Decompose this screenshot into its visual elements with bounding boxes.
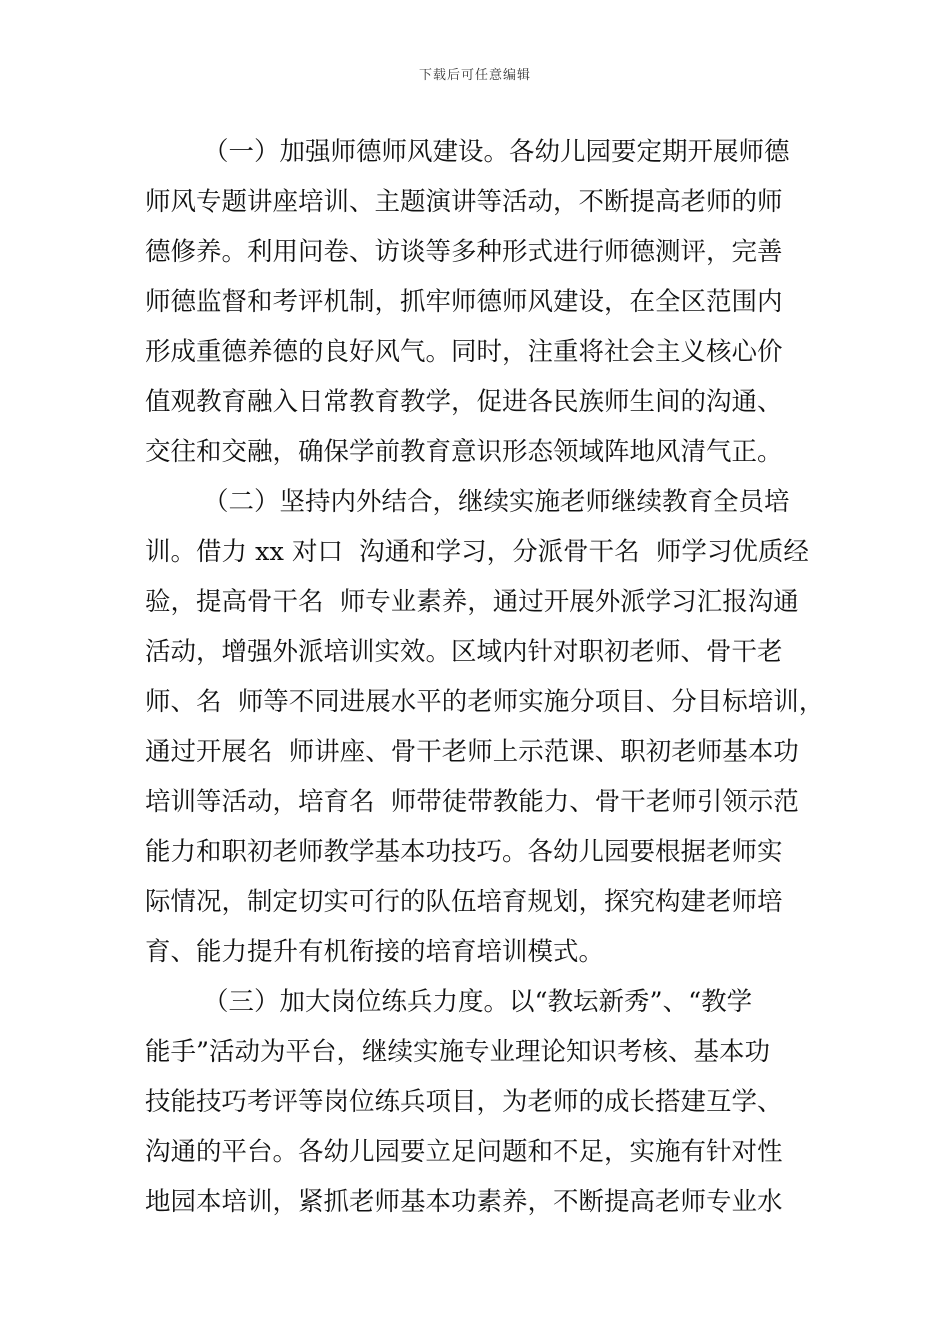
text-line: 活动，增强外派培训实效。区域内针对职初老师、骨干老 bbox=[145, 637, 783, 667]
text-line: 验，提高骨干名 师专业素养，通过开展外派学习汇报沟通 bbox=[145, 587, 799, 617]
paragraph bbox=[145, 977, 825, 1227]
document-body bbox=[145, 127, 825, 1227]
text-line: （二）坚持内外结合，继续实施老师继续教育全员培 bbox=[203, 487, 790, 517]
text-line: （一）加强师德师风建设。各幼儿园要定期开展师德 bbox=[203, 137, 790, 167]
text-line: 形成重德养德的良好风气。同时，注重将社会主义核心价 bbox=[145, 337, 783, 367]
text-line: 通过开展名 师讲座、骨干老师上示范课、职初老师基本功 bbox=[145, 737, 799, 767]
text-line: 能力和职初老师教学基本功技巧。各幼儿园要根据老师实 bbox=[145, 837, 783, 867]
text-line: 沟通的平台。各幼儿园要立足问题和不足，实施有针对性 bbox=[145, 1137, 783, 1167]
text-line: 训。借力 xx 对口 沟通和学习，分派骨干名 师学习优质经 bbox=[145, 537, 809, 567]
text-line: 培训等活动，培育名 师带徒带教能力、骨干老师引领示范 bbox=[145, 787, 799, 817]
text-line: 师、名 师等不同进展水平的老师实施分项目、分目标培训， bbox=[145, 687, 825, 717]
text-line: 地园本培训，紧抓老师基本功素养，不断提高老师专业水 bbox=[145, 1187, 783, 1217]
text-line: 值观教育融入日常教育教学，促进各民族师生间的沟通、 bbox=[145, 387, 783, 417]
text-line: 能手”活动为平台，继续实施专业理论知识考核、基本功 bbox=[145, 1037, 771, 1067]
paragraph bbox=[145, 477, 825, 977]
page-header: 下载后可任意编辑 bbox=[418, 68, 531, 83]
text-line: 际情况，制定切实可行的队伍培育规划，探究构建老师培 bbox=[145, 887, 783, 917]
text-line: 育、能力提升有机衔接的培育培训模式。 bbox=[145, 937, 605, 967]
paragraph bbox=[145, 127, 825, 477]
text-line: 师德监督和考评机制，抓牢师德师风建设，在全区范围内 bbox=[145, 287, 783, 317]
text-line: （三）加大岗位练兵力度。以“教坛新秀”、“教学 bbox=[203, 987, 753, 1017]
text-line: 交往和交融，确保学前教育意识形态领域阵地风清气正。 bbox=[145, 437, 783, 467]
text-line: 德修养。利用问卷、访谈等多种形式进行师德测评，完善 bbox=[145, 237, 783, 267]
text-line: 师风专题讲座培训、主题演讲等活动，不断提高老师的师 bbox=[145, 187, 783, 217]
text-line: 技能技巧考评等岗位练兵项目，为老师的成长搭建互学、 bbox=[145, 1087, 783, 1117]
